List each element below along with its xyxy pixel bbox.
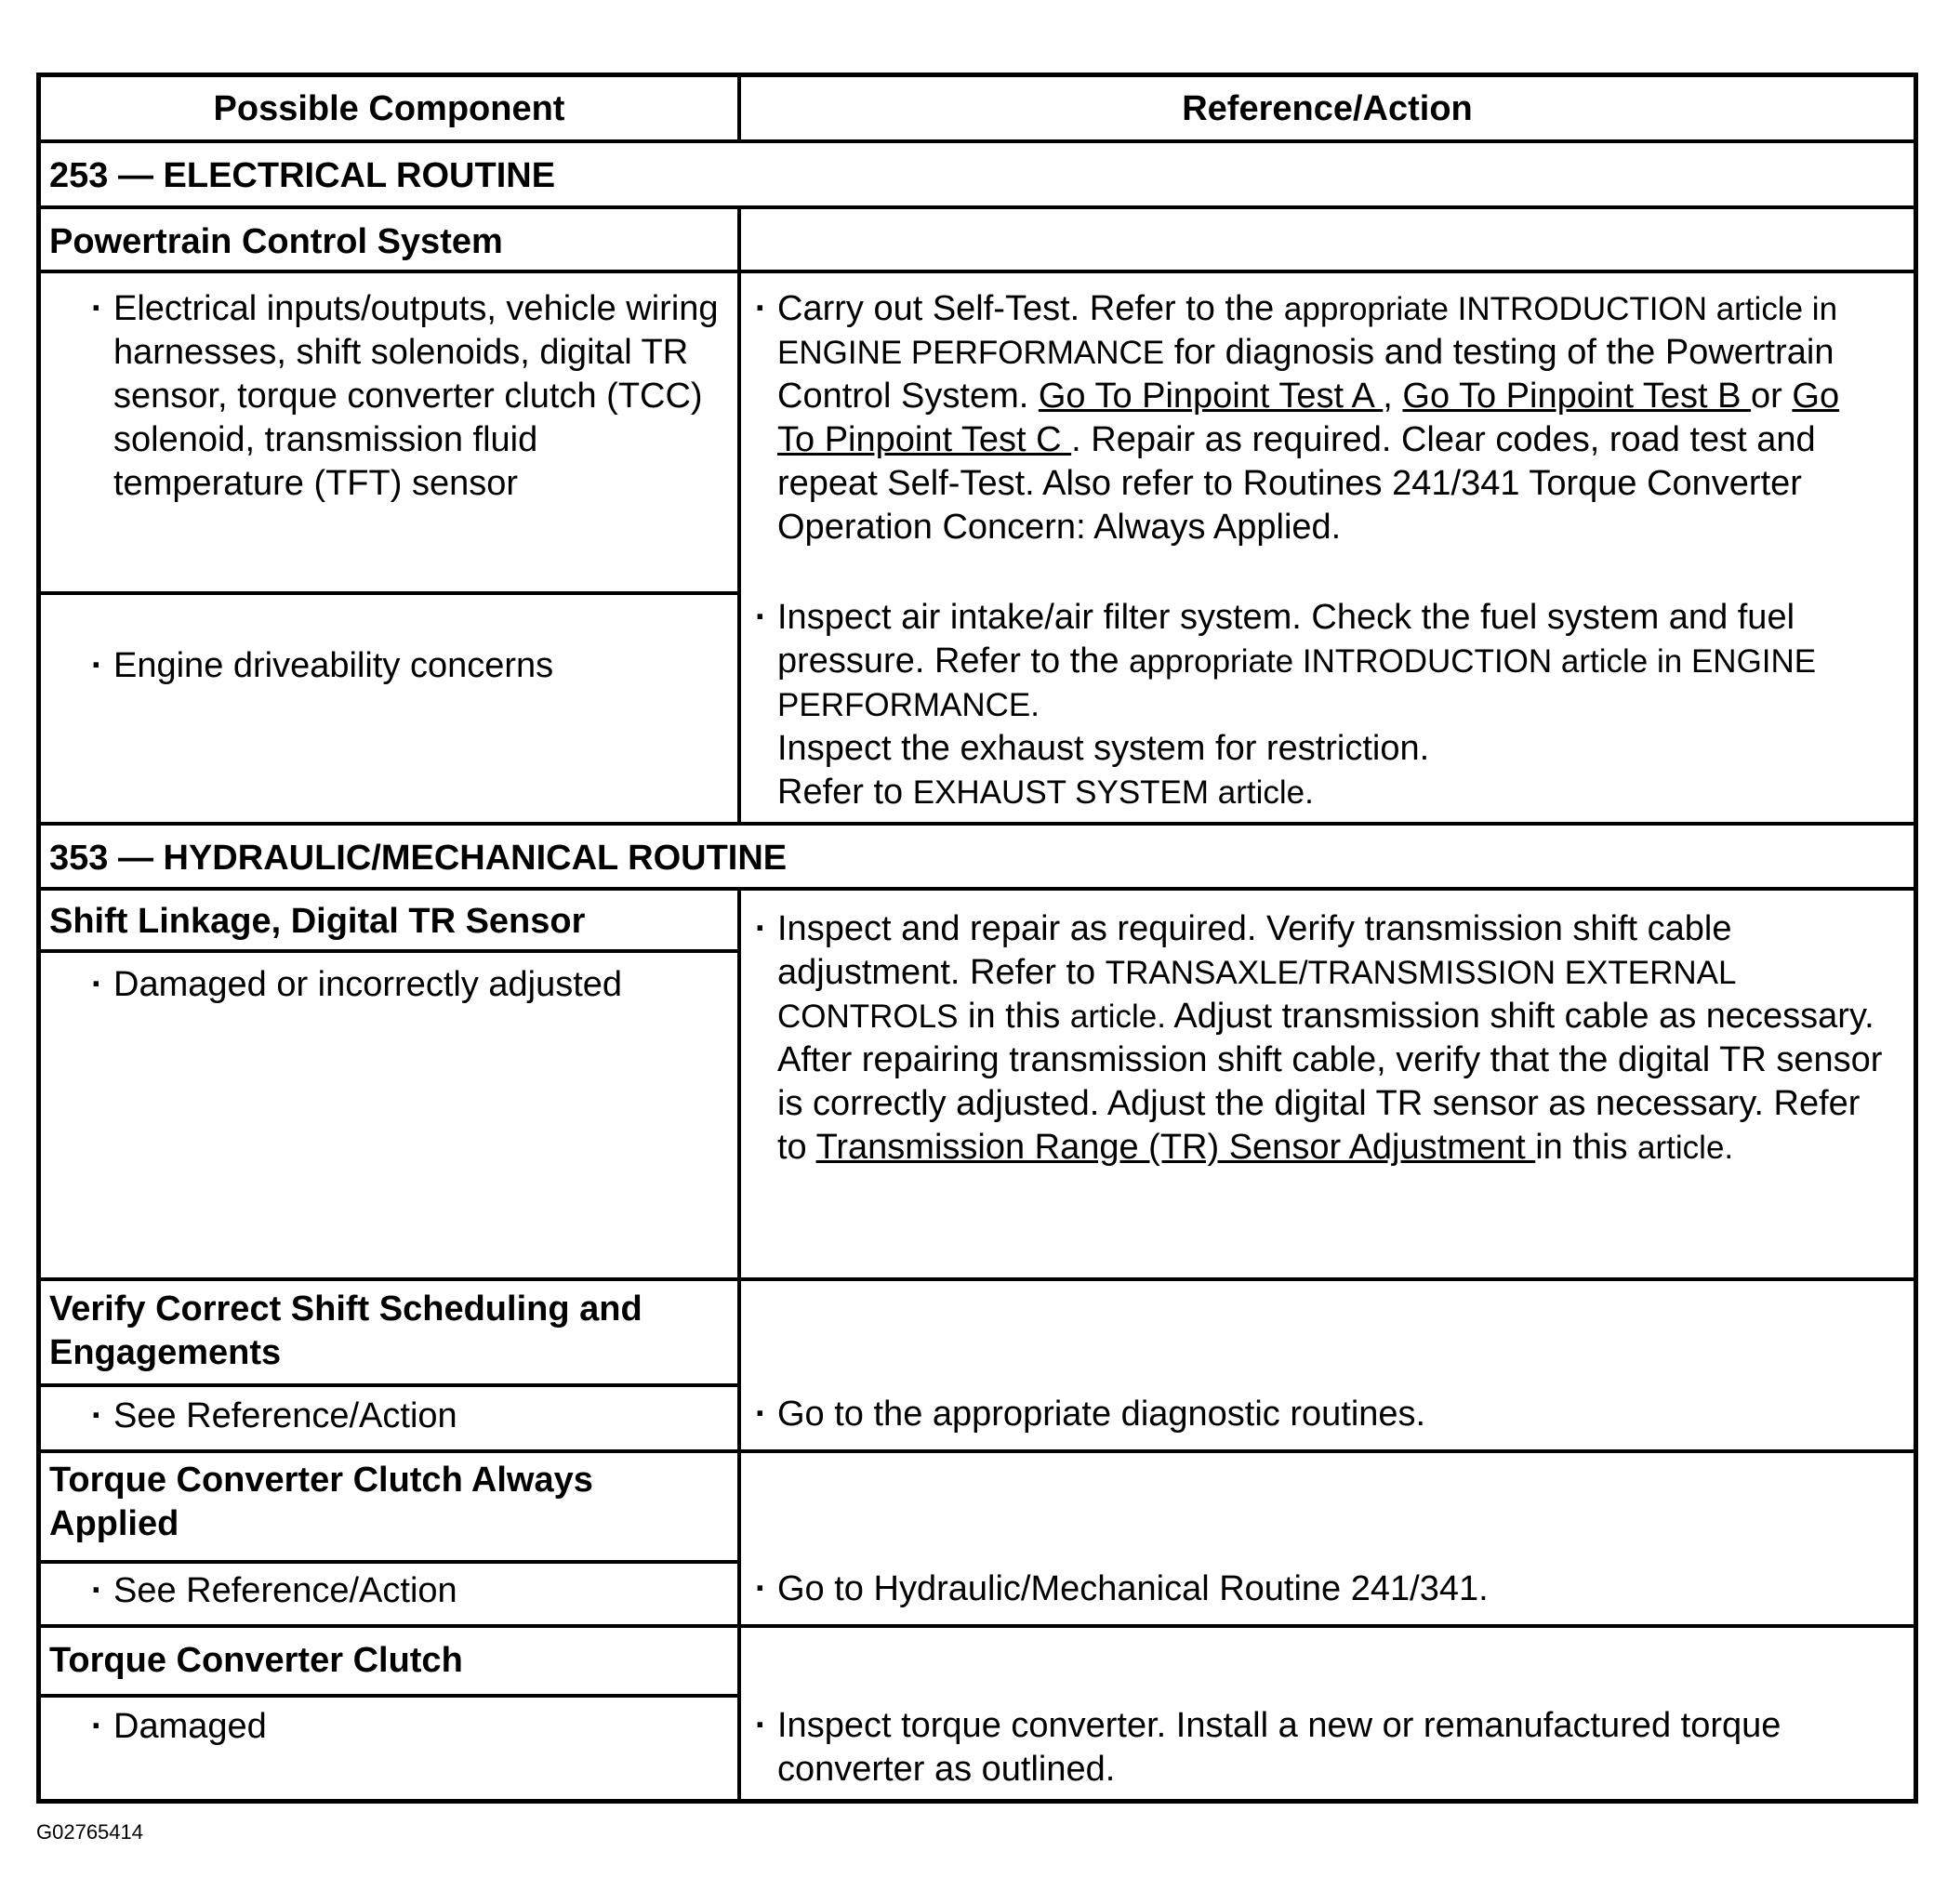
component-item: [91, 1705, 733, 1749]
rule: [41, 1694, 740, 1698]
action-text: in this: [1535, 1128, 1638, 1167]
action-text: Inspect air intake/air filter system. Check the fuel system and fuel pressure. Refer to the: [777, 598, 1795, 681]
divider: [737, 205, 741, 826]
action-text: Refer to: [777, 773, 913, 812]
rule: [41, 591, 740, 595]
bullet: ·: [91, 965, 103, 1004]
component-item: [91, 963, 733, 1007]
action-text: Inspect the exhaust system for restriction.: [777, 729, 1430, 768]
column-header-action: Reference/Action: [1182, 89, 1473, 128]
action-text: Carry out Self-Test. Refer to the: [777, 289, 1284, 328]
rule: [41, 1449, 1914, 1453]
column-header-component: Possible Component: [213, 89, 565, 128]
bullet: ·: [755, 1395, 767, 1434]
component-item-text: Damaged: [113, 1707, 267, 1746]
action-text: Inspect torque converter. Install a new or remanufactured torque converter as outlined.: [777, 1706, 1781, 1789]
action-text: Go to Hydraulic/Mechanical Routine 241/341.: [777, 1569, 1489, 1608]
bullet: ·: [755, 1569, 767, 1608]
action-item: [755, 1393, 1894, 1436]
rule: [41, 1624, 1914, 1628]
action-item: [755, 596, 1903, 814]
bullet: ·: [91, 646, 103, 685]
bullet: ·: [755, 598, 767, 637]
action-text: or: [1751, 377, 1793, 416]
rule: [41, 1277, 1914, 1281]
bullet: ·: [91, 1571, 103, 1610]
section-title: 353 — HYDRAULIC/MECHANICAL ROUTINE: [49, 839, 788, 878]
component-item: [91, 644, 733, 688]
action-text: Go to the appropriate diagnostic routines.: [777, 1395, 1426, 1434]
component-heading: Powertrain Control System: [49, 222, 503, 261]
action-item: [755, 287, 1885, 549]
rule: [41, 139, 1914, 143]
component-heading: Torque Converter Clutch: [49, 1641, 463, 1680]
section-title: 253 — ELECTRICAL ROUTINE: [49, 156, 556, 195]
action-item: [755, 1704, 1894, 1792]
bullet: ·: [91, 1396, 103, 1435]
action-text: for diagnosis and testing of the Powertrain Control System.: [777, 333, 1834, 416]
article-reference: appropriate INTRODUCTION article in ENGINE PERFORMANCE: [777, 291, 1838, 371]
pinpoint-test-b-link[interactable]: Go To Pinpoint Test B: [1402, 377, 1752, 416]
pinpoint-test-a-link[interactable]: Go To Pinpoint Test A: [1038, 377, 1384, 416]
action-text: . Repair as required. Clear codes, road test and repeat Self-Test. Also refer to Routines 241/341 Torque Converter Operation Concern: Always Applied.: [777, 420, 1816, 547]
action-item: [755, 907, 1894, 1170]
action-text: Inspect and repair as required. Verify transmission shift cable adjustment. Refer to: [777, 909, 1732, 992]
bullet: ·: [755, 1706, 767, 1745]
action-text: in this: [958, 997, 1070, 1036]
rule: [41, 887, 1914, 891]
figure-id: G02765414: [36, 1820, 143, 1844]
component-heading: Shift Linkage, Digital TR Sensor: [49, 902, 586, 941]
article-reference: appropriate INTRODUCTION article in ENGINE PERFORMANCE.: [777, 643, 1817, 723]
component-item: [91, 287, 733, 506]
component-item-text: See Reference/Action: [113, 1396, 457, 1435]
component-item-text: Electrical inputs/outputs, vehicle wiring harnesses, shift solenoids, digital TR sensor, torque converter clutch (TCC) solenoid, transmission fluid temperature (TFT) sensor: [113, 289, 719, 503]
rule: [41, 1560, 740, 1564]
article-reference: article.: [1637, 1130, 1734, 1166]
article-reference: EXHAUST SYSTEM article.: [912, 774, 1314, 811]
component-item-text: Damaged or incorrectly adjusted: [113, 965, 623, 1004]
action-text: ,: [1383, 377, 1403, 416]
bullet: ·: [91, 1707, 103, 1746]
bullet: ·: [755, 289, 767, 328]
divider: [737, 887, 741, 1804]
pinpoint-test-c-link[interactable]: Go To Pinpoint Test C: [777, 377, 1840, 459]
component-item-text: See Reference/Action: [113, 1571, 457, 1610]
action-text: Adjust transmission shift cable as necessary. After repairing transmission shift cable, verify that the digital TR sensor is correctly adjusted. Adjust the digital TR sensor as necessary. Refer to: [777, 997, 1883, 1167]
bullet: ·: [91, 289, 103, 328]
component-item: [91, 1395, 733, 1438]
diagnostic-table: [36, 73, 1918, 1804]
rule: [41, 1383, 740, 1387]
rule: [41, 822, 1914, 826]
bullet: ·: [755, 909, 767, 948]
component-item: [91, 1569, 733, 1613]
rule: [41, 270, 1914, 273]
article-reference: article.: [1069, 998, 1166, 1035]
rule: [41, 949, 740, 953]
component-item-text: Engine driveability concerns: [113, 646, 554, 685]
tr-sensor-adjustment-link[interactable]: Transmission Range (TR) Sensor Adjustment: [815, 1128, 1536, 1167]
component-heading: Torque Converter Clutch Always Applied: [49, 1461, 593, 1543]
action-item: [755, 1567, 1894, 1611]
article-reference: TRANSAXLE/TRANSMISSION EXTERNAL CONTROLS: [777, 955, 1736, 1035]
rule: [41, 205, 1914, 209]
component-heading: Verify Correct Shift Scheduling and Engagements: [49, 1289, 642, 1372]
